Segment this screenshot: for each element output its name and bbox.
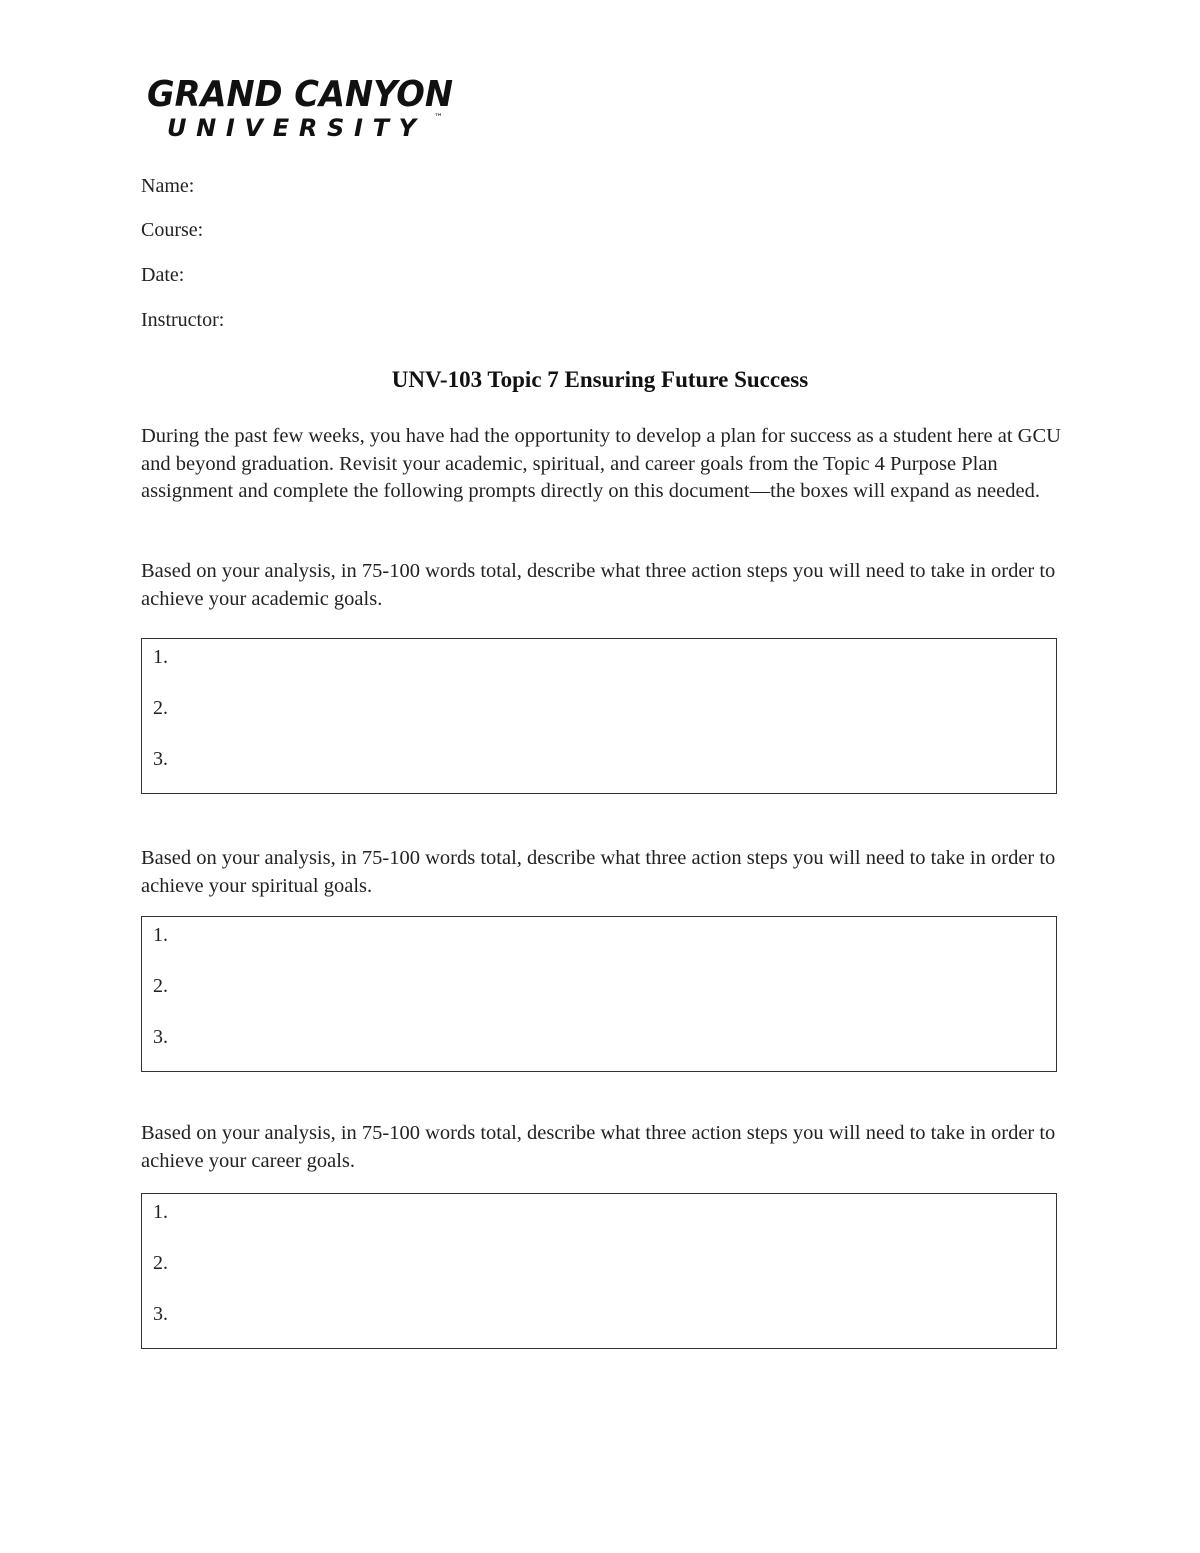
answer-item-3: 3. [153, 1303, 168, 1325]
academic-goals-prompt: Based on your analysis, in 75-100 words total, describe what three action steps you will need to take in order to achieve your academic goals. [141, 560, 1056, 610]
answer-item-3: 3. [153, 1026, 168, 1048]
answer-item-1: 1. [153, 1201, 168, 1223]
answer-item-3: 3. [153, 748, 168, 770]
career-goals-answer-box[interactable] [141, 1193, 1057, 1349]
date-label: Date: [141, 264, 185, 286]
spiritual-goals-prompt: Based on your analysis, in 75-100 words total, describe what three action steps you will need to take in order to achieve your spiritual goals. [141, 847, 1056, 897]
course-label: Course: [141, 219, 204, 241]
instructor-label: Instructor: [141, 309, 225, 331]
logo-line-1: GRAND CANYON [147, 74, 453, 115]
logo-trademark: ™ [434, 113, 443, 123]
logo-graphic [145, 72, 465, 144]
spiritual-goals-answer-box[interactable] [141, 916, 1057, 1072]
answer-item-1: 1. [153, 646, 168, 668]
intro-paragraph: During the past few weeks, you have had the opportunity to develop a plan for success as a student here at GCU and beyond graduation. Revisit your academic, spiritual, and career goals from the Topic 4 Purpose Plan assignment and complete the following prompts directly on this document—the boxes will expand as needed. [141, 425, 1061, 502]
logo-line-2: UNIVERSITY [167, 114, 429, 142]
answer-item-1: 1. [153, 924, 168, 946]
answer-item-2: 2. [153, 975, 168, 997]
career-goals-prompt: Based on your analysis, in 75-100 words total, describe what three action steps you will need to take in order to achieve your career goals. [141, 1122, 1056, 1172]
university-logo [145, 72, 465, 144]
document-title: UNV-103 Topic 7 Ensuring Future Success [391, 367, 809, 392]
answer-item-2: 2. [153, 697, 168, 719]
academic-goals-answer-box[interactable] [141, 638, 1057, 794]
answer-item-2: 2. [153, 1252, 168, 1274]
name-label: Name: [141, 175, 195, 197]
